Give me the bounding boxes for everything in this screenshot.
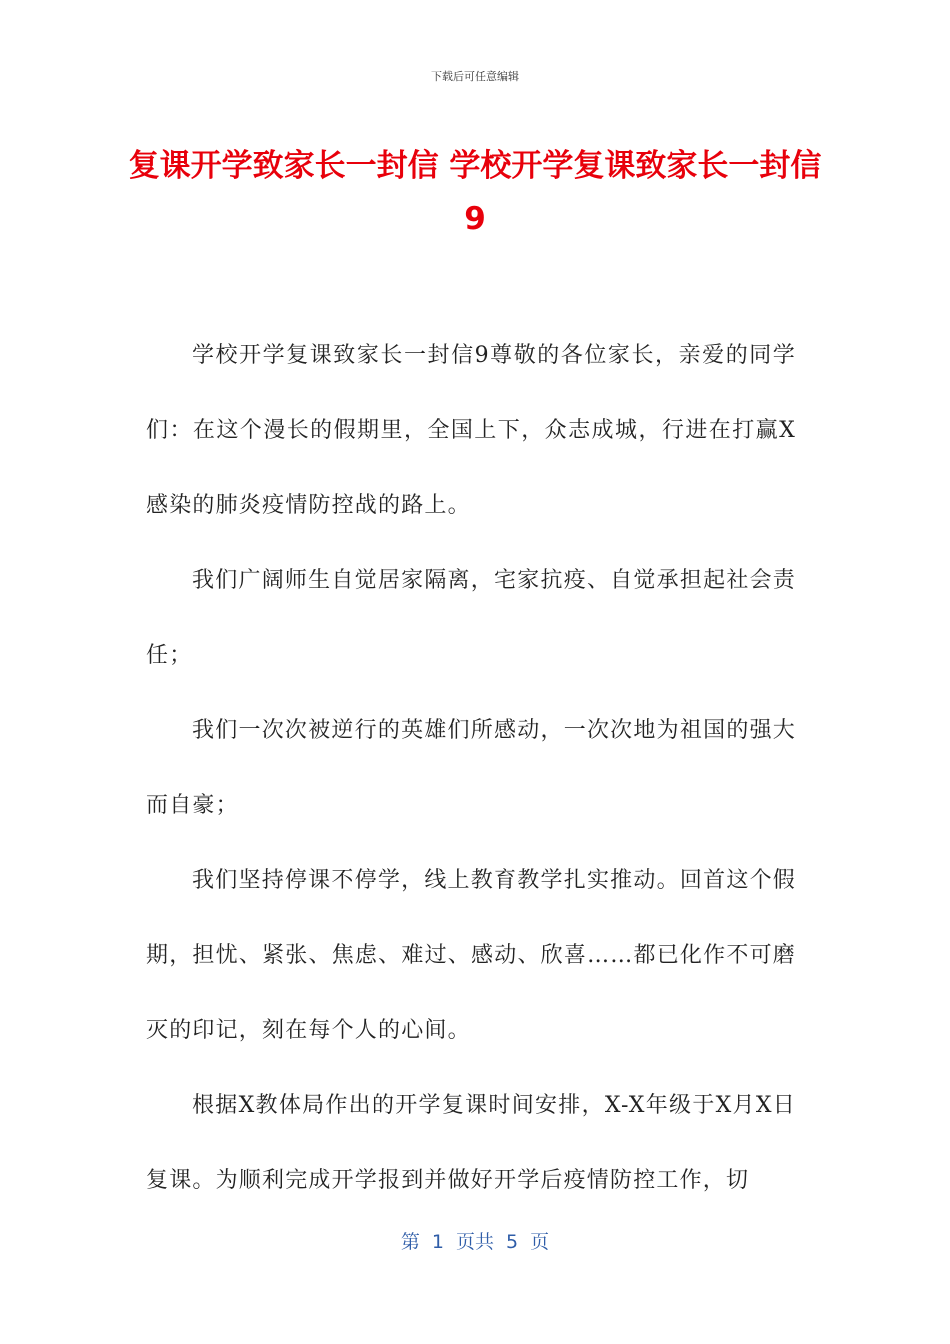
document-body — [146, 318, 796, 1218]
paragraph: 学校开学复课致家长一封信9尊敬的各位家长，亲爱的同学们：在这个漫长的假期里，全国上下，众志成城，行进在打赢X感染的肺炎疫情防控战的路上。 — [146, 343, 796, 518]
paragraph: 我们坚持停课不停学，线上教育教学扎实推动。回首这个假期，担忧、紧张、焦虑、难过、感动、欣喜……都已化作不可磨灭的印记，刻在每个人的心间。 — [146, 868, 796, 1043]
page-number-footer: 第 1 页共 5 页 — [400, 1231, 550, 1253]
document-title: 复课开学致家长一封信 学校开学复课致家长一封信9 — [128, 148, 822, 237]
header-note: 下载后可任意编辑 — [431, 70, 519, 83]
paragraph: 根据X教体局作出的开学复课时间安排，X-X年级于X月X日复课。为顺利完成开学报到并做好开学后疫情防控工作，切 — [146, 1093, 796, 1193]
paragraph: 我们一次次被逆行的英雄们所感动，一次次地为祖国的强大而自豪； — [146, 718, 796, 818]
paragraph: 我们广阔师生自觉居家隔离，宅家抗疫、自觉承担起社会责任； — [146, 568, 796, 668]
